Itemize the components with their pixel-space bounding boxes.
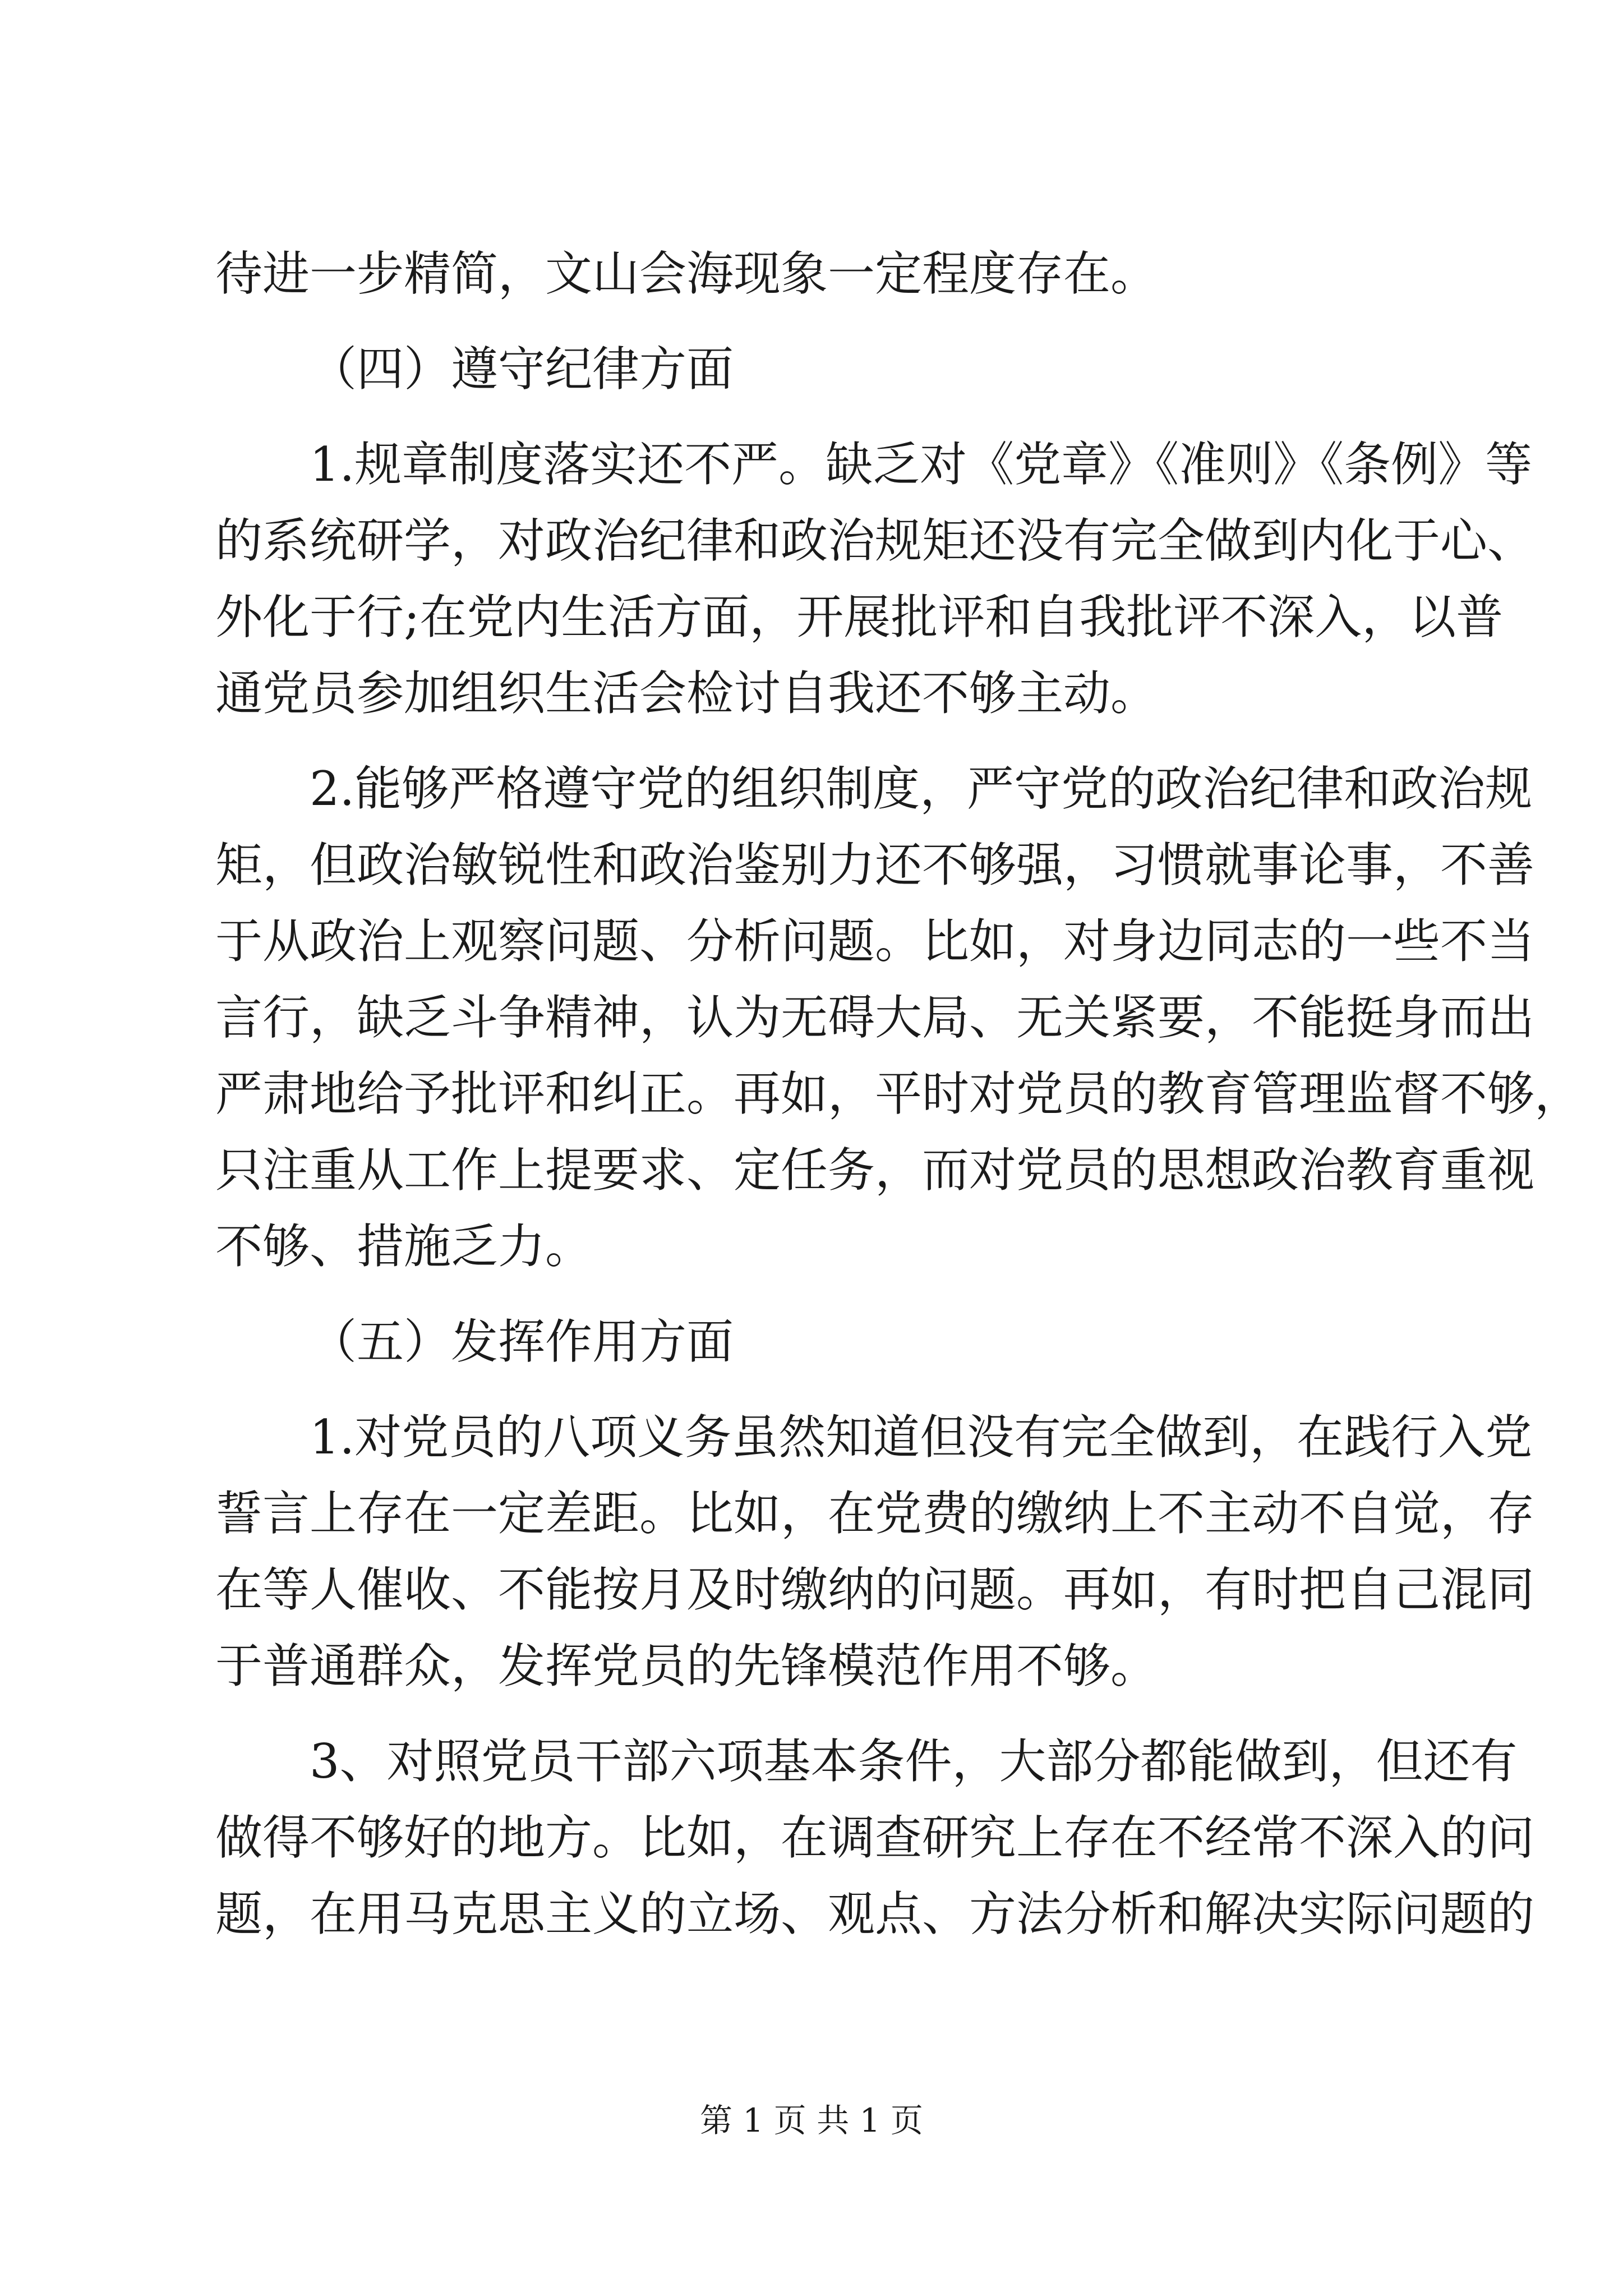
text-line: 做得不够好的地方。比如，在调查研究上存在不经常不深入的问 xyxy=(215,1810,1535,1865)
text-line: 不够、措施乏力。 xyxy=(215,1219,593,1274)
text-line: 通党员参加组织生活会检讨自我还不够主动。 xyxy=(215,666,1158,721)
text-line: 外化于行;在党内生活方面，开展批评和自我批评不深入，以普 xyxy=(215,590,1504,645)
text-line: 于从政治上观察问题、分析问题。比如，对身边同志的一些不当 xyxy=(215,914,1535,969)
text-line: 严肃地给予批评和纠正。再如，平时对党员的教育管理监督不够， xyxy=(215,1066,1582,1121)
document-body xyxy=(215,236,1582,1952)
text-line: 在等人催收、不能按月及时缴纳的问题。再如，有时把自己混同 xyxy=(215,1562,1535,1617)
page-number-footer: 第 1 页 共 1 页 xyxy=(700,2101,923,2139)
text-line: 言行，缺乏斗争精神，认为无碍大局、无关紧要，不能挺身而出 xyxy=(215,990,1535,1045)
text-line: 2.能够严格遵守党的组织制度，严守党的政治纪律和政治规 xyxy=(310,761,1533,816)
text-line: 待进一步精简，文山会海现象一定程度存在。 xyxy=(215,246,1158,301)
text-line: 于普通群众，发挥党员的先锋模范作用不够。 xyxy=(215,1639,1158,1694)
section-heading: （四）遵守纪律方面 xyxy=(310,342,734,397)
text-line: 1.对党员的八项义务虽然知道但没有完全做到，在践行入党 xyxy=(310,1410,1533,1465)
text-line: 的系统研学，对政治纪律和政治规矩还没有完全做到内化于心、 xyxy=(215,513,1535,568)
text-line: 誓言上存在一定差距。比如，在党费的缴纳上不主动不自觉，存 xyxy=(215,1486,1535,1541)
text-line: 矩，但政治敏锐性和政治鉴别力还不够强，习惯就事论事，不善 xyxy=(215,838,1535,892)
text-line: 题，在用马克思主义的立场、观点、方法分析和解决实际问题的 xyxy=(215,1887,1535,1941)
text-line: 1.规章制度落实还不严。缺乏对《党章》《准则》《条例》等 xyxy=(310,437,1533,492)
text-line: 只注重从工作上提要求、定任务，而对党员的思想政治教育重视 xyxy=(215,1143,1535,1198)
text-line: 3、对照党员干部六项基本条件，大部分都能做到，但还有 xyxy=(310,1734,1518,1789)
section-heading: （五）发挥作用方面 xyxy=(310,1314,734,1369)
